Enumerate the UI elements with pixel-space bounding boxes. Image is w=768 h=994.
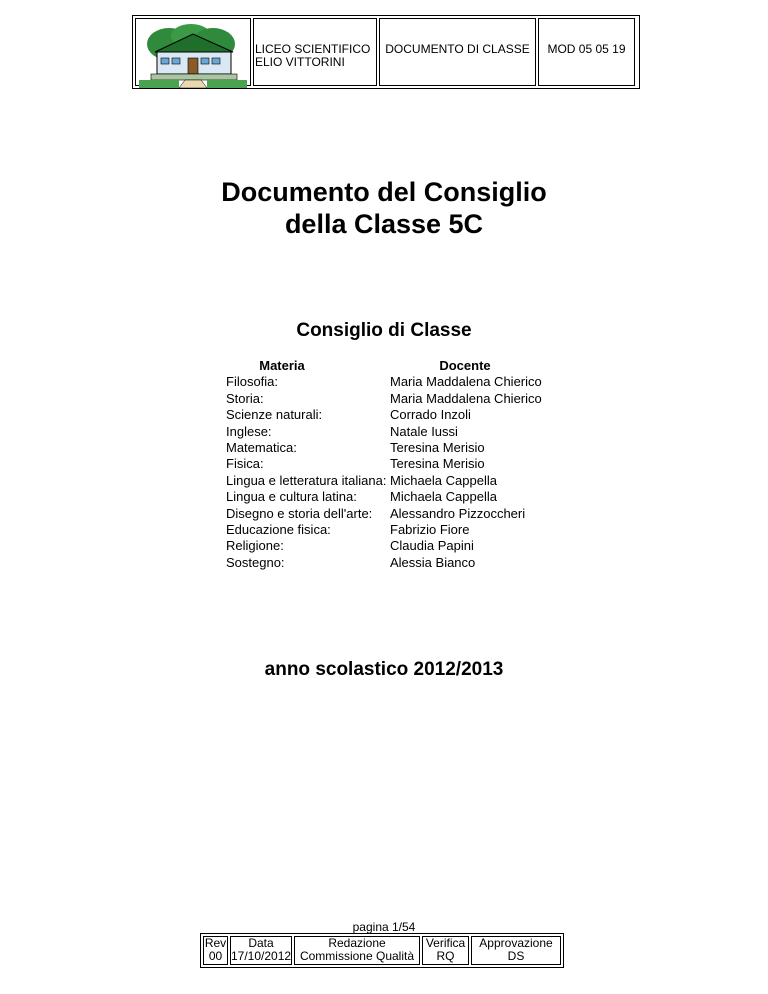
page-number: pagina 1/54	[352, 920, 416, 934]
teacher-cell: Teresina Merisio	[390, 456, 485, 472]
subject-cell: Lingua e letteratura italiana:	[226, 472, 387, 488]
date-value: 17/10/2012	[231, 949, 292, 963]
table-row	[226, 473, 560, 489]
table-row	[226, 440, 560, 456]
teacher-cell: Fabrizio Fiore	[390, 521, 470, 537]
teacher-cell: Teresina Merisio	[390, 439, 485, 455]
school-name-line2: ELIO VITTORINI	[255, 55, 345, 69]
subject-cell: Matematica:	[226, 439, 297, 455]
subject-cell: Storia:	[226, 390, 264, 406]
table-row	[226, 407, 560, 423]
document-type: DOCUMENTO DI CLASSE	[385, 41, 530, 56]
teacher-cell: Maria Maddalena Chierico	[390, 374, 542, 390]
subject-cell: Sostegno:	[226, 554, 285, 570]
verifica-cell	[422, 936, 469, 965]
approvazione-cell	[471, 936, 561, 965]
subject-cell: Filosofia:	[226, 374, 279, 390]
table-header-row	[226, 358, 560, 374]
council-heading: Consiglio di Classe	[296, 320, 472, 341]
teacher-cell: Natale Iussi	[390, 423, 458, 439]
redazione-value: Commissione Qualità	[299, 949, 415, 963]
subject-cell: Fisica:	[226, 456, 264, 472]
table-row	[226, 424, 560, 440]
council-table	[226, 358, 560, 571]
subject-cell: Religione:	[226, 538, 284, 554]
teacher-cell: Michaela Cappella	[390, 472, 497, 488]
school-building-icon	[139, 22, 247, 88]
document-title-line2: della Classe 5C	[284, 209, 484, 239]
teacher-cell: Alessia Bianco	[390, 554, 476, 570]
subject-cell: Educazione fisica:	[226, 521, 331, 537]
redazione-cell	[294, 936, 420, 965]
subject-cell: Disegno e storia dell'arte:	[226, 505, 373, 521]
subject-cell: Inglese:	[226, 423, 272, 439]
subject-cell: Lingua e cultura latina:	[226, 489, 357, 505]
verifica-value: RQ	[436, 949, 455, 963]
table-row	[226, 489, 560, 505]
teacher-cell: Alessandro Pizzoccheri	[390, 505, 526, 521]
revision-footer	[200, 933, 564, 968]
teacher-cell: Claudia Papini	[390, 538, 474, 554]
date-cell	[230, 936, 292, 965]
table-row	[226, 522, 560, 538]
teacher-cell: Corrado Inzoli	[390, 407, 471, 423]
redazione-label: Redazione	[328, 936, 386, 950]
document-title-line1: Documento del Consiglio	[221, 177, 547, 207]
teacher-cell: Michaela Cappella	[390, 489, 497, 505]
revision-value: 00	[208, 949, 223, 963]
form-code-cell	[538, 18, 635, 86]
teacher-cell: Maria Maddalena Chierico	[390, 390, 542, 406]
table-row	[226, 374, 560, 390]
verifica-label: Verifica	[425, 936, 466, 950]
column-header-teacher: Docente	[439, 358, 491, 373]
school-logo	[135, 18, 251, 86]
table-row	[226, 555, 560, 571]
revision-label: Rev	[204, 936, 227, 950]
table-row	[226, 506, 560, 522]
subject-cell: Scienze naturali:	[226, 407, 323, 423]
date-label: Data	[248, 936, 274, 950]
document-header	[132, 15, 640, 89]
document-type-cell	[379, 18, 536, 86]
table-row	[226, 391, 560, 407]
school-year: anno scolastico 2012/2013	[264, 659, 504, 680]
approvazione-value: DS	[507, 949, 525, 963]
approvazione-label: Approvazione	[479, 936, 553, 950]
document-title	[0, 176, 768, 240]
table-row	[226, 456, 560, 472]
table-row	[226, 538, 560, 554]
school-name	[253, 18, 377, 86]
school-name-line1: LICEO SCIENTIFICO	[255, 42, 371, 56]
form-code: MOD 05 05 19	[547, 41, 626, 56]
revision-cell	[203, 936, 228, 965]
column-header-subject: Materia	[259, 358, 305, 373]
